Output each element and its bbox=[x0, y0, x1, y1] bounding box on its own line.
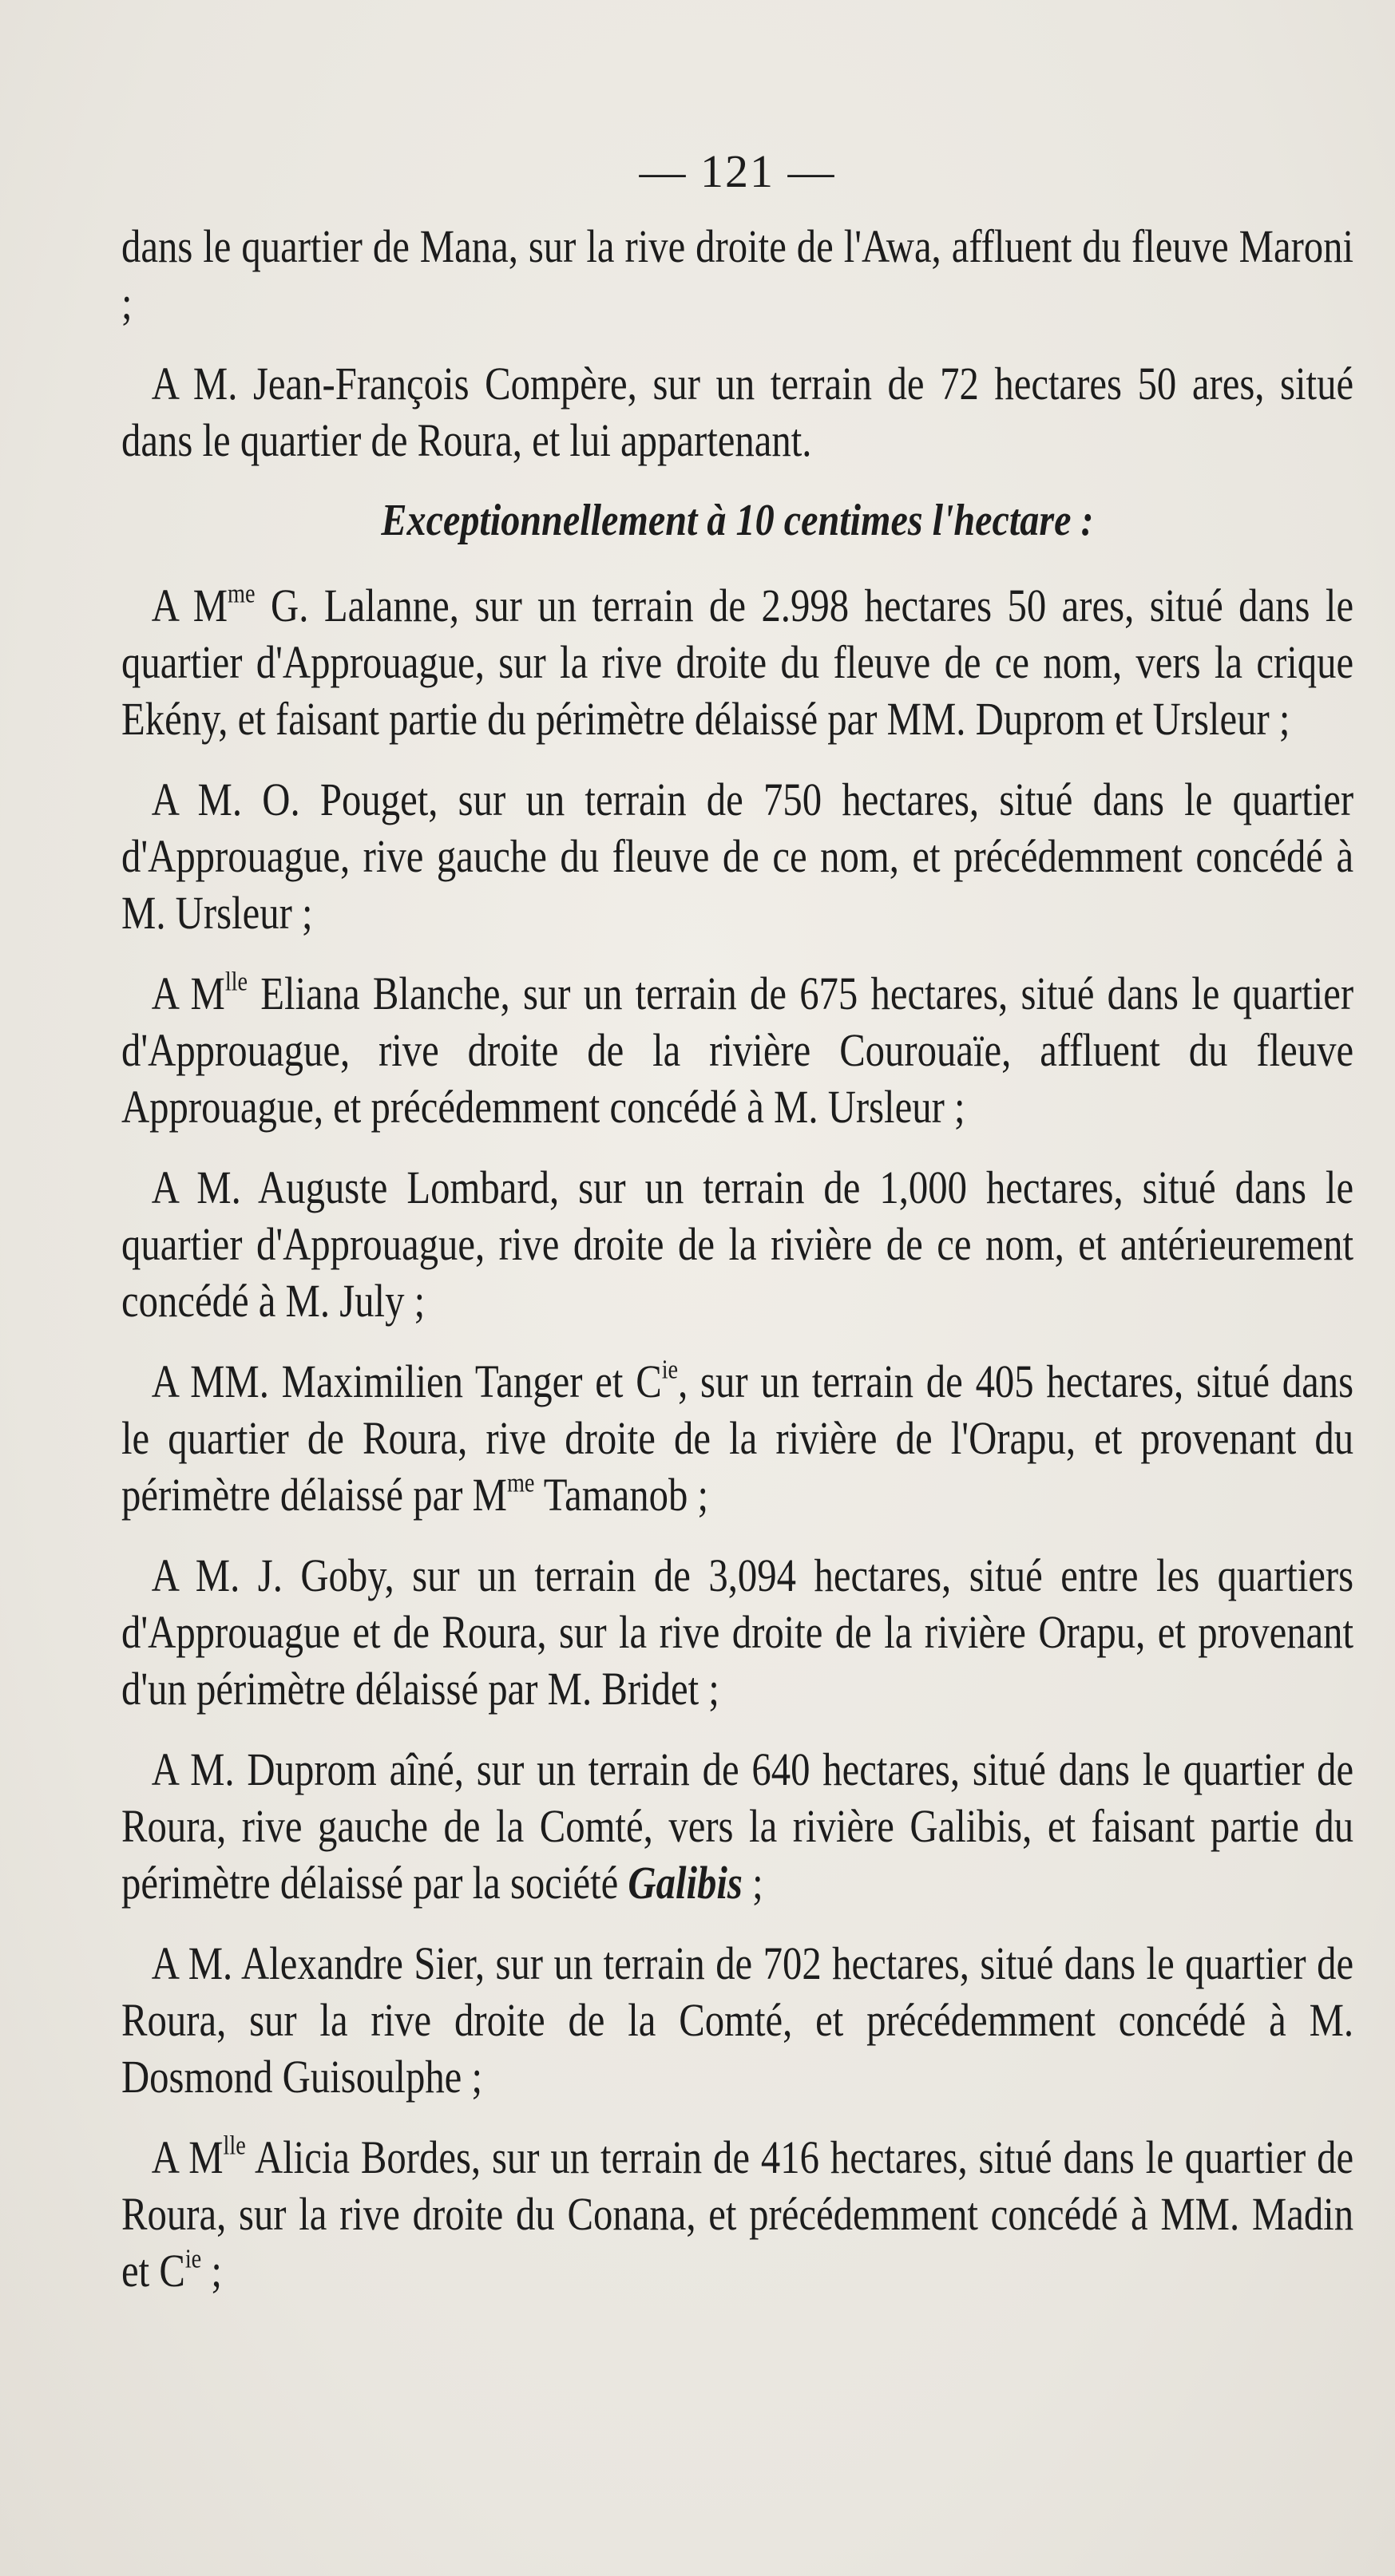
entry-paragraph bbox=[121, 577, 1353, 747]
entry-text: A M. Alexandre Sier, sur un terrain de 702 hectares, situé dans le quartier de Roura, sur la rive droite de la Comté, et précédemment concédé à M. Dosmond Guisoulphe ; bbox=[121, 1937, 1354, 2103]
text-column bbox=[121, 145, 1354, 2323]
entry-text: A M. Duprom aîné, sur un terrain de 640 hectares, situé dans le quartier de Roura, rive gauche de la Comté, vers la rivière Galibis, et faisant partie du périmètre délaissé par la société bbox=[121, 1743, 1354, 1909]
entry-text: , sur un terrain de 405 hectares, situé dans le quartier de Roura, rive droite de la rivière de l'Orapu, et provenant du périmètre délaissé par M bbox=[121, 1355, 1354, 1521]
entry-text: ; bbox=[742, 1857, 763, 1909]
entry-text: A M. O. Pouget, sur un terrain de 750 hectares, situé dans le quartier d'Approuague, rive gauche du fleuve de ce nom, et précédemment concédé à M. Ursleur ; bbox=[121, 774, 1354, 939]
entry-paragraph bbox=[121, 1741, 1353, 1911]
italic-society-name: Galibis bbox=[628, 1857, 743, 1909]
entry-paragraph bbox=[121, 2129, 1353, 2299]
entry-text: G. Lalanne, sur un terrain de 2.998 hectares 50 ares, situé dans le quartier d'Approuague, sur la rive droite du fleuve de ce nom, vers la crique Ekény, et faisant partie du périmètre délaissé par MM. Duprom et Ursleur ; bbox=[121, 580, 1354, 745]
superscript: lle bbox=[224, 967, 248, 997]
entry-text: Eliana Blanche, sur un terrain de 675 hectares, situé dans le quartier d'Approuague, rive droite de la rivière Courouaïe, affluent du fleuve Approuague, et précédemment concédé à M. Ursleur ; bbox=[121, 967, 1354, 1133]
entry-paragraph bbox=[121, 1159, 1353, 1329]
entry-paragraph bbox=[121, 1353, 1353, 1523]
entry-text: ; bbox=[201, 2245, 222, 2297]
superscript: ie bbox=[661, 1355, 679, 1385]
page-number: — 121 — bbox=[639, 145, 836, 197]
paragraph: dans le quartier de Mana, sur la rive droite de l'Awa, affluent du fleuve Maroni ; bbox=[121, 220, 1354, 329]
entry-text: A M. Auguste Lombard, sur un terrain de 1,000 hectares, situé dans le quartier d'Approuague, rive droite de la rivière de ce nom, et antérieurement concédé à M. July ; bbox=[121, 1161, 1354, 1327]
superscript: ie bbox=[184, 2244, 202, 2274]
entry-text: A M. J. Goby, sur un terrain de 3,094 hectares, situé entre les quartiers d'Approuague et de Roura, sur la rive droite de la rivière Orapu, et provenant d'un périmètre délaissé par M. Bridet ; bbox=[121, 1549, 1354, 1715]
superscript: me bbox=[506, 1468, 535, 1498]
paragraph: A M. Jean-François Compère, sur un terrain de 72 hectares 50 ares, situé dans le quartier de Roura, et lui appartenant. bbox=[121, 358, 1354, 466]
section-heading: Exceptionnellement à 10 centimes l'hectare : bbox=[381, 496, 1094, 545]
entry-text: Alicia Bordes, sur un terrain de 416 hectares, situé dans le quartier de Roura, sur la rive droite du Conana, et précédemment concédé à MM. Madin et C bbox=[121, 2131, 1354, 2297]
superscript: lle bbox=[223, 2131, 246, 2161]
entry-text: A MM. Maximilien Tanger et C bbox=[151, 1355, 662, 1407]
entry-text: A M bbox=[151, 580, 228, 631]
entry-paragraph bbox=[121, 965, 1353, 1135]
entry-text: Tamanob ; bbox=[534, 1469, 709, 1521]
entry-paragraph bbox=[121, 1935, 1353, 2105]
entry-text: A M bbox=[151, 2131, 224, 2183]
entry-text: A M bbox=[151, 967, 225, 1019]
superscript: me bbox=[228, 579, 256, 609]
entry-paragraph bbox=[121, 1547, 1353, 1717]
entry-paragraph bbox=[121, 771, 1353, 941]
